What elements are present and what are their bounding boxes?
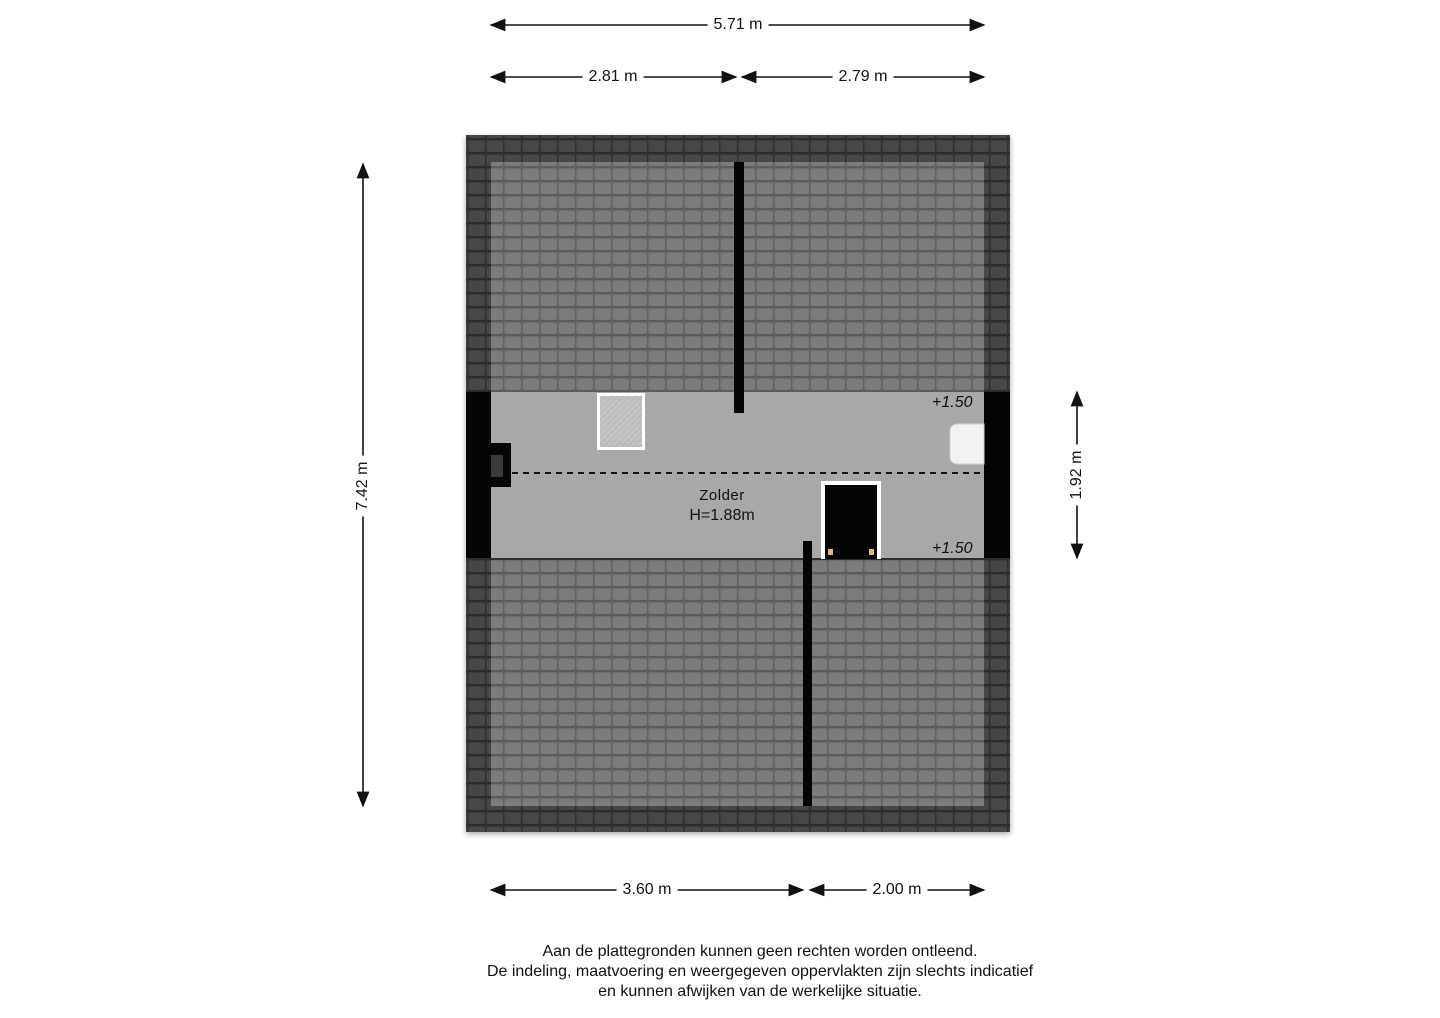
level-marker-bottom: +1.50 [932,540,973,557]
roof-window-glass [600,396,642,447]
dim-bottom-left-width: 3.60 m [617,881,678,899]
chimney-flue [491,455,503,477]
disclaimer-line-1: Aan de plattegronden kunnen geen rechten worden ontleend. [542,943,978,960]
floor-area [491,392,984,558]
dim-total-width: 5.71 m [708,16,769,34]
roof-pane-top-right [744,162,984,392]
roof-pane-bottom-left [491,560,804,806]
stair-post-right [869,549,874,555]
level-marker-top: +1.50 [932,394,973,411]
wall-divider-bottom [803,541,812,806]
roof-pane-bottom-right [811,560,984,806]
room-height: H=1.88m [689,507,755,524]
dim-top-right-width: 2.79 m [833,68,894,86]
room-name: Zolder [699,487,745,504]
wall-right [984,392,1010,558]
stair-post-left [828,549,833,555]
boiler [950,424,984,464]
dim-top-left-width: 2.81 m [583,68,644,86]
roof-pane-top-left [491,162,738,392]
disclaimer [0,942,1440,1002]
disclaimer-line-3: en kunnen afwijken van de werkelijke situatie. [598,983,922,1000]
dim-bottom-right-width: 2.00 m [867,881,928,899]
stair-opening-void [825,485,877,559]
wall-divider-top [734,162,744,413]
dim-room-depth: 1.92 m [1068,445,1086,506]
disclaimer-line-2: De indeling, maatvoering en weergegeven oppervlakten zijn slechts indicatief [486,963,1034,980]
dim-total-depth: 7.42 m [354,456,372,517]
room-label [689,486,754,526]
